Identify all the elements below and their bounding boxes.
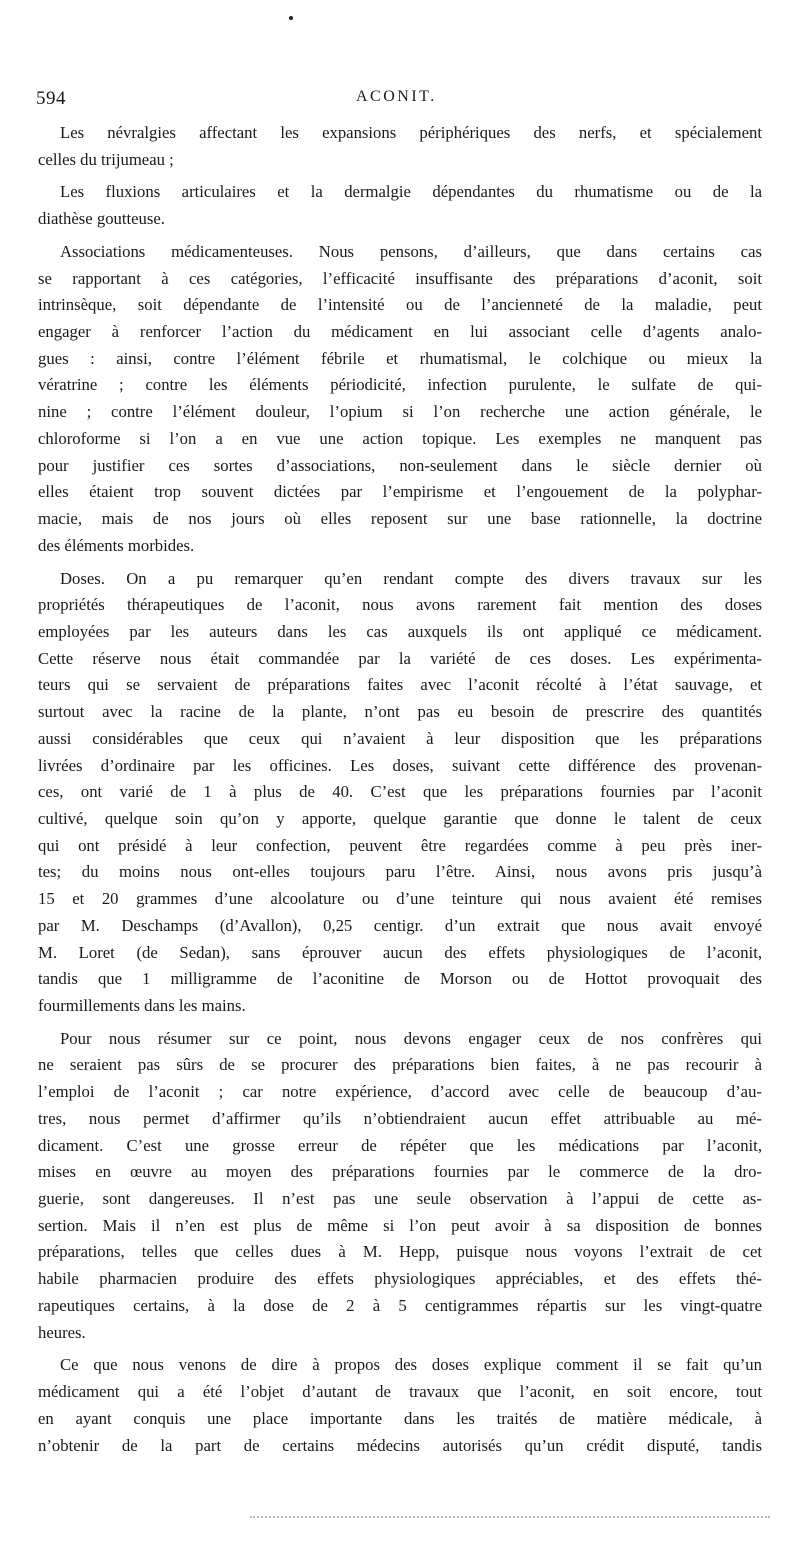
- text-line: vératrine ; contre les éléments périodicité, infection purulente, le sulfate de qui-: [38, 375, 762, 395]
- text-line: n’obtenir de la part de certains médecins autorisés qu’un crédit disputé, tandis: [38, 1435, 762, 1455]
- text-line: Cette réserve nous était commandée par la variété de ces doses. Les expérimenta-: [38, 648, 762, 668]
- text-line: guerie, sont dangereuses. Il n’est pas une seule observation à l’appui de cette as-: [38, 1189, 762, 1209]
- text-line: Les névralgies affectant les expansions périphériques des nerfs, et spécialement: [60, 123, 762, 142]
- text-line: mises en œuvre au moyen des préparations fournies par le commerce de la dro-: [38, 1162, 762, 1182]
- text-line: tres, nous permet d’affirmer qu’ils n’obtiendraient aucun effet attribuable au mé-: [38, 1108, 762, 1128]
- text-line: médicament qui a été l’objet d’autant de travaux que l’aconit, en soit encore, tout: [38, 1382, 762, 1402]
- text-line: tandis que 1 milligramme de l’aconitine de Morson ou de Hottot provoquait des: [38, 969, 762, 989]
- text-line: intrinsèque, soit dépendante de l’intensité ou de l’ancienneté de la maladie, peut: [38, 295, 762, 315]
- text-line: Associations médicamenteuses. Nous pensons, d’ailleurs, que dans certains cas: [60, 241, 762, 261]
- text-line: se rapportant à ces catégories, l’efficacité insuffisante des préparations d’aconit, soit: [38, 268, 762, 288]
- text-line: ne seraient pas sûrs de se procurer des préparations bien faites, à ne pas recourir à: [38, 1055, 762, 1075]
- text-line: heures.: [38, 1322, 86, 1342]
- text-line: nine ; contre l’élément douleur, l’opium si l’on recherche une action générale, le: [38, 402, 762, 422]
- text-line: tes; du moins nous ont-elles toujours paru l’être. Ainsi, nous avons pris jusqu’à: [38, 862, 762, 882]
- page-header: [36, 88, 764, 114]
- paragraph: [38, 239, 762, 560]
- bottom-print-artifact: [250, 1516, 770, 1518]
- text-line: l’emploi de l’aconit ; car notre expérience, d’accord avec celle de beaucoup d’au-: [38, 1082, 762, 1102]
- text-line: elles étaient trop souvent dictées par l’empirisme et l’engouement de la polyphar-: [38, 482, 762, 502]
- text-line: macie, mais de nos jours où elles reposent sur une base rationnelle, la doctrine: [38, 509, 762, 529]
- text-line: surtout avec la racine de la plante, n’ont pas eu besoin de prescrire des quantités: [38, 702, 762, 722]
- text-line: qui ont présidé à leur confection, peuvent être regardées comme à peu près iner-: [38, 835, 762, 855]
- text-line: gues : ainsi, contre l’élément fébrile et rhumatismal, le colchique ou mieux la: [38, 348, 762, 368]
- body-text: [38, 120, 762, 1459]
- text-line: préparations, telles que celles dues à M. Hepp, puisque nous voyons l’extrait de cet: [38, 1242, 762, 1262]
- paragraph: [38, 1352, 762, 1459]
- text-line: employées par les auteurs dans les cas auxquels ils ont appliqué ce médicament.: [38, 621, 762, 641]
- text-line: chloroforme si l’on a en vue une action topique. Les exemples ne manquent pas: [38, 428, 762, 448]
- text-line: aussi considérables que ceux qui n’avaient à leur disposition que les préparations: [38, 728, 762, 748]
- running-title: ACONIT.: [356, 88, 437, 105]
- text-line: sertion. Mais il n’en est plus de même si l’on peut avoir à sa disposition de bonnes: [38, 1215, 762, 1235]
- text-line: en ayant conquis une place importante dans les traités de matière médicale, à: [38, 1408, 762, 1428]
- text-line: Les fluxions articulaires et la dermalgie dépendantes du rhumatisme ou de la: [60, 182, 762, 202]
- text-line: ces, ont varié de 1 à plus de 40. C’est que les préparations fournies par l’aconit: [38, 782, 762, 802]
- text-line: engager à renforcer l’action du médicament en lui associant celle d’agents analo-: [38, 322, 762, 342]
- text-line: 15 et 20 grammes d’une alcoolature ou d’une teinture qui nous avaient été remises: [38, 889, 762, 909]
- text-line: diathèse goutteuse.: [38, 209, 165, 229]
- text-line: Ce que nous venons de dire à propos des doses explique comment il se fait qu’un: [60, 1355, 762, 1375]
- text-line: pour justifier ces sortes d’associations, non-seulement dans le siècle dernier où: [38, 455, 762, 475]
- page-number: 594: [36, 88, 66, 109]
- text-line: cultivé, quelque soin qu’on y apporte, quelque garantie que donne le talent de ceux: [38, 808, 762, 828]
- paragraph: [38, 120, 762, 173]
- text-line: Pour nous résumer sur ce point, nous devons engager ceux de nos confrères qui: [60, 1028, 762, 1048]
- text-line: celles du trijumeau ;: [38, 149, 174, 169]
- text-line: fourmillements dans les mains.: [38, 996, 246, 1015]
- text-line: par M. Deschamps (d’Avallon), 0,25 centigr. d’un extrait que nous avait envoyé: [38, 915, 762, 935]
- text-line: propriétés thérapeutiques de l’aconit, nous avons rarement fait mention des doses: [38, 595, 762, 615]
- text-line: habile pharmacien produire des effets physiologiques appréciables, et des effets thé-: [38, 1269, 762, 1289]
- text-line: livrées d’ordinaire par les officines. Les doses, suivant cette différence des provenan-: [38, 755, 762, 775]
- paragraph: [38, 1026, 762, 1347]
- paragraph: [38, 566, 762, 1020]
- text-line: des éléments morbides.: [38, 535, 195, 555]
- text-line: dicament. C’est une grosse erreur de répéter que les médications par l’aconit,: [38, 1135, 762, 1155]
- text-line: Doses. On a pu remarquer qu’en rendant compte des divers travaux sur les: [60, 568, 762, 588]
- text-line: rapeutiques certains, à la dose de 2 à 5 centigrammes répartis sur les vingt-quatre: [38, 1295, 762, 1315]
- text-line: M. Loret (de Sedan), sans éprouver aucun des effets physiologiques de l’aconit,: [38, 942, 762, 962]
- paragraph: [38, 179, 762, 232]
- ink-speck: [289, 16, 293, 20]
- text-line: teurs qui se servaient de préparations faites avec l’aconit récolté à l’état sauvage, et: [38, 675, 762, 695]
